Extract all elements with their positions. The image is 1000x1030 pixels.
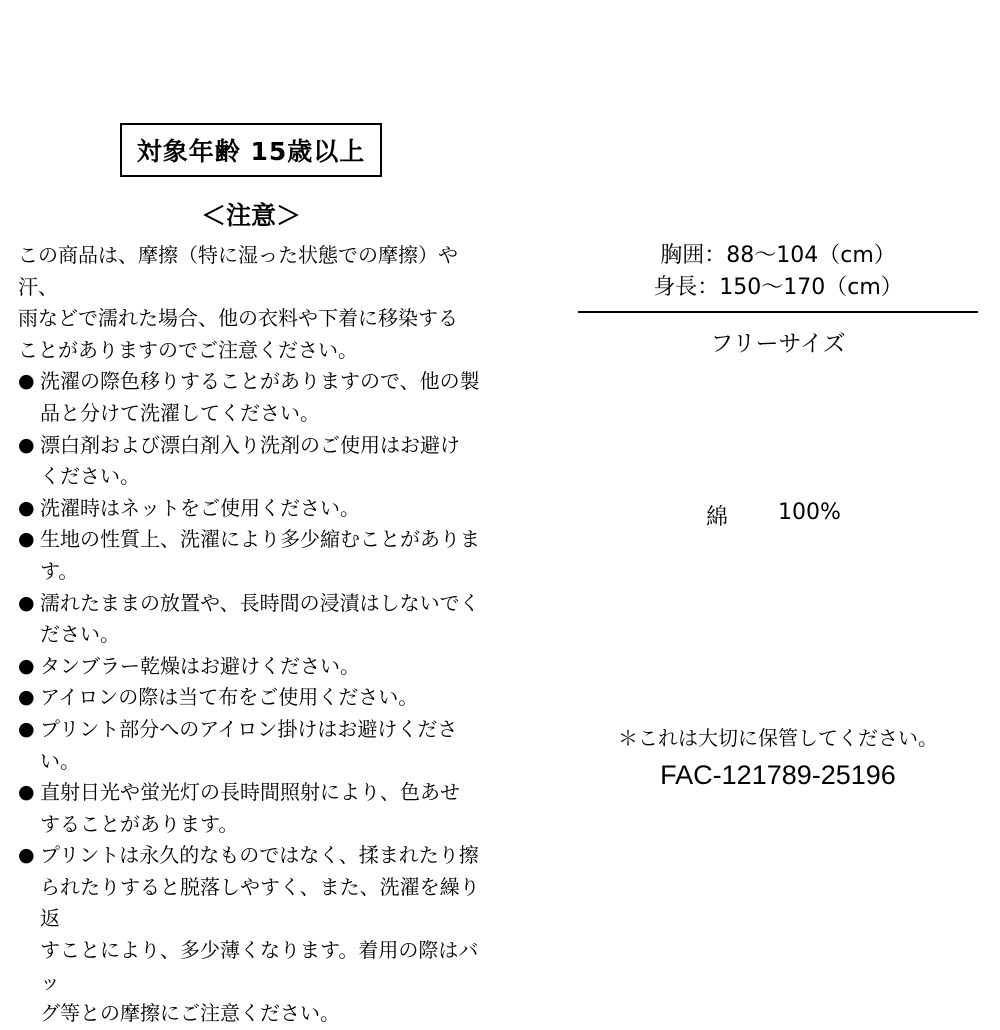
caution-intro: この商品は、摩擦（特に湿った状態での摩擦）や汗、 雨などで濡れた場合、他の衣料や下着に移染する ことがありますのでご注意ください。 bbox=[18, 243, 458, 362]
chest-measurement: 胸囲：88〜104（cm） bbox=[660, 243, 896, 268]
bullet-icon: ● bbox=[18, 528, 35, 551]
caution-item: ● 直射日光や蛍光灯の長時間照射により、色あせ することがあります。 bbox=[18, 777, 493, 840]
size-divider bbox=[578, 311, 978, 313]
material-percent: 100% bbox=[778, 500, 841, 525]
caution-item: ● アイロンの際は当て布をご使用ください。 bbox=[18, 682, 493, 714]
caution-item: ● 濡れたままの放置や、長時間の浸漬はしないでく ださい。 bbox=[18, 588, 493, 651]
bullet-icon: ● bbox=[18, 370, 35, 393]
caution-notice bbox=[18, 240, 493, 1030]
bullet-icon: ● bbox=[18, 781, 35, 804]
caution-item: ● タンブラー乾燥はお避けください。 bbox=[18, 651, 493, 683]
size-label: フリーサイズ bbox=[710, 331, 846, 357]
size-measurements bbox=[578, 240, 978, 304]
keep-note: ＊これは大切に保管してください。 bbox=[618, 726, 938, 750]
caution-item: ● プリントは永久的なものではなく、揉まれたり擦 られたりすると脱落しやすく、また、洗濯を繰り返 すことにより、多少薄くなります。着用の際はバッ グ等との摩擦にご注意ください。 bbox=[18, 840, 493, 1030]
bullet-icon: ● bbox=[18, 654, 35, 677]
caution-item: ● 洗濯の際色移りすることがありますので、他の製 品と分けて洗濯してください。 bbox=[18, 366, 493, 429]
bullet-icon: ● bbox=[18, 496, 35, 519]
product-code: FAC-121789-25196 bbox=[660, 760, 896, 790]
material-name: 綿 bbox=[706, 505, 729, 530]
bullet-icon: ● bbox=[18, 591, 35, 614]
caution-item: ● プリント部分へのアイロン掛けはお避けください。 bbox=[18, 714, 493, 777]
bullet-icon: ● bbox=[18, 686, 35, 709]
bullet-icon: ● bbox=[18, 433, 35, 456]
caution-item: ● 生地の性質上、洗濯により多少縮むことがありま す。 bbox=[18, 524, 493, 587]
bullet-icon: ● bbox=[18, 844, 35, 867]
caution-item: ● 漂白剤および漂白剤入り洗剤のご使用はお避け ください。 bbox=[18, 430, 493, 493]
age-notice-box: 対象年齢 15歳以上 bbox=[120, 123, 382, 177]
bullet-icon: ● bbox=[18, 717, 35, 740]
caution-item: ● 洗濯時はネットをご使用ください。 bbox=[18, 493, 493, 525]
caution-title: ＜注意＞ bbox=[200, 201, 301, 230]
material-composition bbox=[706, 500, 841, 531]
height-measurement: 身長：150〜170（cm） bbox=[653, 275, 903, 300]
